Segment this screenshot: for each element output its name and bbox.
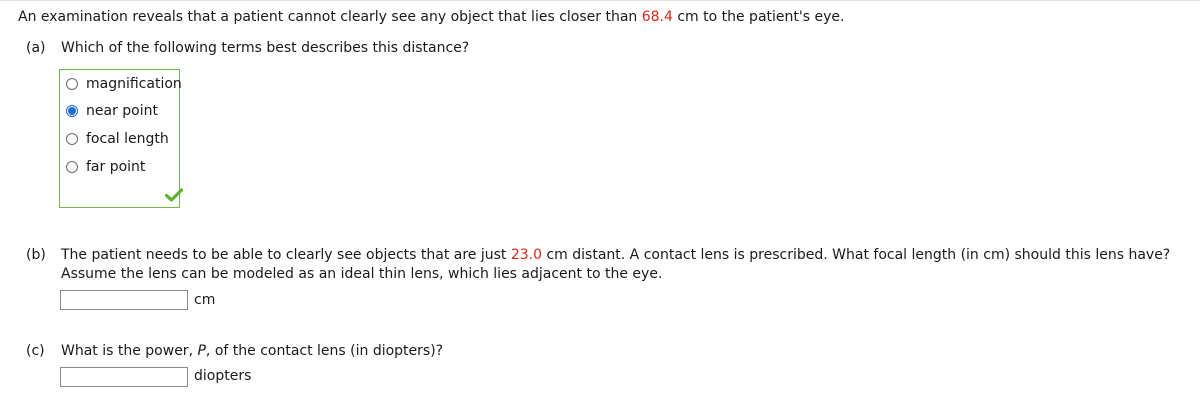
choice-label: magnification (86, 76, 182, 92)
part-c-text-before: What is the power, (61, 343, 198, 359)
part-b-question-line2: Assume the lens can be modeled as an ideal thin lens, which lies adjacent to the eye. (61, 266, 663, 282)
correct-check-icon (165, 188, 183, 202)
part-a-label: (a) (26, 40, 46, 56)
lens-power-unit: diopters (194, 368, 252, 384)
radio-selected-icon[interactable] (66, 105, 78, 117)
choice-magnification[interactable] (66, 74, 182, 94)
target-distance-value: 23.0 (510, 247, 543, 263)
part-b-label: (b) (26, 247, 46, 263)
power-variable: P (197, 343, 206, 359)
problem-intro (18, 9, 844, 25)
radio-icon[interactable] (66, 133, 78, 145)
part-c-text-after: , of the contact lens (in diopters)? (205, 343, 444, 359)
choice-near-point[interactable] (66, 101, 158, 121)
choice-label: far point (86, 159, 146, 175)
intro-text-after: cm to the patient's eye. (672, 9, 845, 25)
top-divider (0, 0, 1200, 1)
radio-icon[interactable] (66, 78, 78, 90)
radio-icon[interactable] (66, 161, 78, 173)
lens-power-input[interactable] (60, 367, 188, 387)
part-c-label: (c) (26, 343, 45, 359)
part-a-question: Which of the following terms best describes this distance? (61, 40, 470, 56)
part-b-question-line1 (61, 245, 1170, 266)
focal-length-input[interactable] (60, 290, 188, 310)
choice-label: focal length (86, 131, 169, 147)
part-b-text-after: cm distant. A contact lens is prescribed. What focal length (in cm) should this lens have? (542, 247, 1171, 263)
intro-text-before: An examination reveals that a patient cannot clearly see any object that lies closer than (18, 9, 642, 25)
choice-label: near point (86, 103, 158, 119)
choice-far-point[interactable] (66, 157, 145, 177)
focal-length-unit: cm (194, 292, 216, 308)
part-a-choices (59, 69, 180, 208)
choice-focal-length[interactable] (66, 129, 169, 149)
part-c-question (61, 341, 443, 362)
part-b-text-before: The patient needs to be able to clearly see objects that are just (61, 247, 511, 263)
near-point-value: 68.4 (641, 9, 673, 25)
